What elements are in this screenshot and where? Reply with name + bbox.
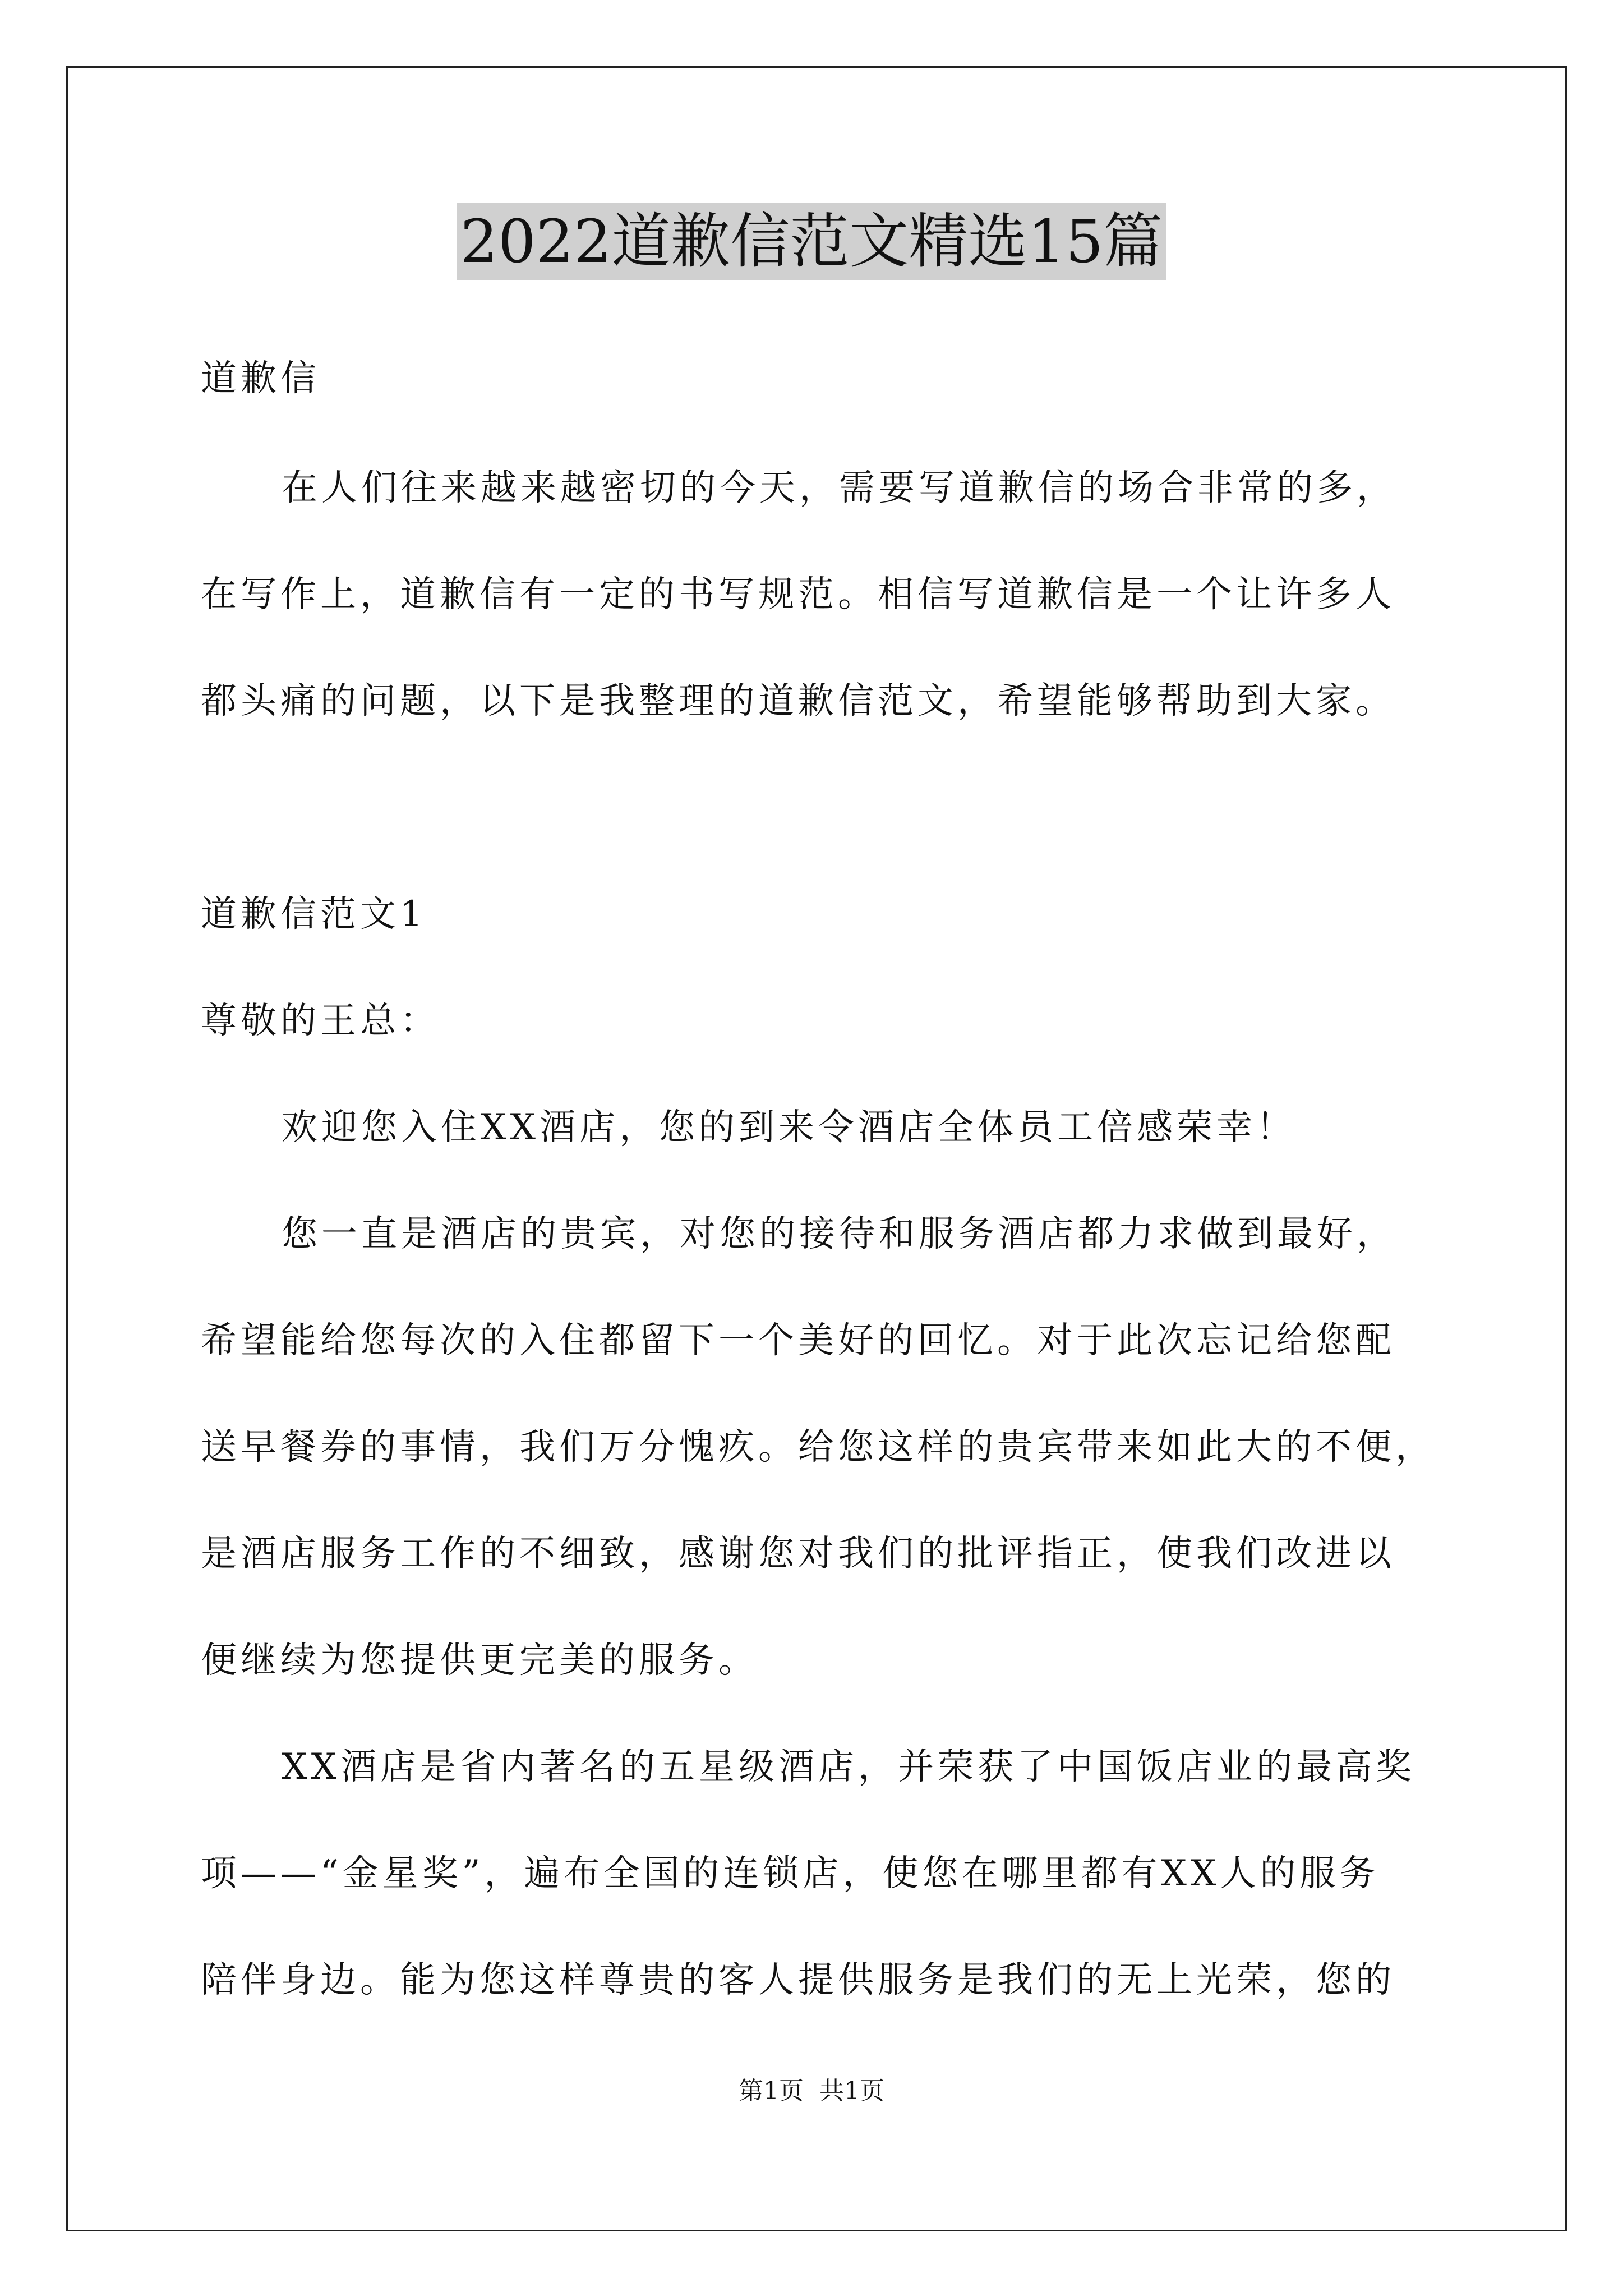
paragraph-line: 便继续为您提供更完美的服务。 (201, 1640, 758, 1681)
paragraph-line: 欢迎您入住XX酒店，您的到来令酒店全体员工倍感荣幸！ (282, 1107, 1297, 1148)
document-title: 2022道歉信范文精选15篇 (457, 203, 1166, 280)
paragraph-line: 送早餐券的事情，我们万分愧疚。给您这样的贵宾带来如此大的不便， (201, 1427, 1435, 1468)
page-footer (0, 2076, 1623, 2107)
page-number: 第1页 (739, 2077, 804, 2105)
paragraph-line: 您一直是酒店的贵宾，对您的接待和服务酒店都力求做到最好， (282, 1213, 1396, 1255)
paragraph-line: 项——“金星奖”，遍布全国的连锁店，使您在哪里都有XX人的服务 (201, 1853, 1380, 1894)
salutation: 尊敬的王总： (201, 1000, 440, 1042)
paragraph-line: 希望能给您每次的入住都留下一个美好的回忆。对于此次忘记给您配 (201, 1320, 1395, 1361)
paragraph-line: 在人们往来越来越密切的今天，需要写道歉信的场合非常的多， (282, 467, 1396, 509)
page-total: 共1页 (819, 2077, 884, 2105)
paragraph-line: 是酒店服务工作的不细致，感谢您对我们的批评指正，使我们改进以 (201, 1533, 1395, 1575)
paragraph-line: 陪伴身边。能为您这样尊贵的客人提供服务是我们的无上光荣，您的 (201, 1959, 1395, 2001)
section-heading: 道歉信范文1 (201, 894, 427, 935)
paragraph-line: 在写作上，道歉信有一定的书写规范。相信写道歉信是一个让许多人 (201, 574, 1395, 615)
paragraph-line: XX酒店是省内著名的五星级酒店，并荣获了中国饭店业的最高奖 (282, 1746, 1416, 1788)
section-heading: 道歉信 (201, 358, 320, 399)
paragraph-line: 都头痛的问题，以下是我整理的道歉信范文，希望能够帮助到大家。 (201, 680, 1395, 722)
title-container (0, 203, 1623, 280)
